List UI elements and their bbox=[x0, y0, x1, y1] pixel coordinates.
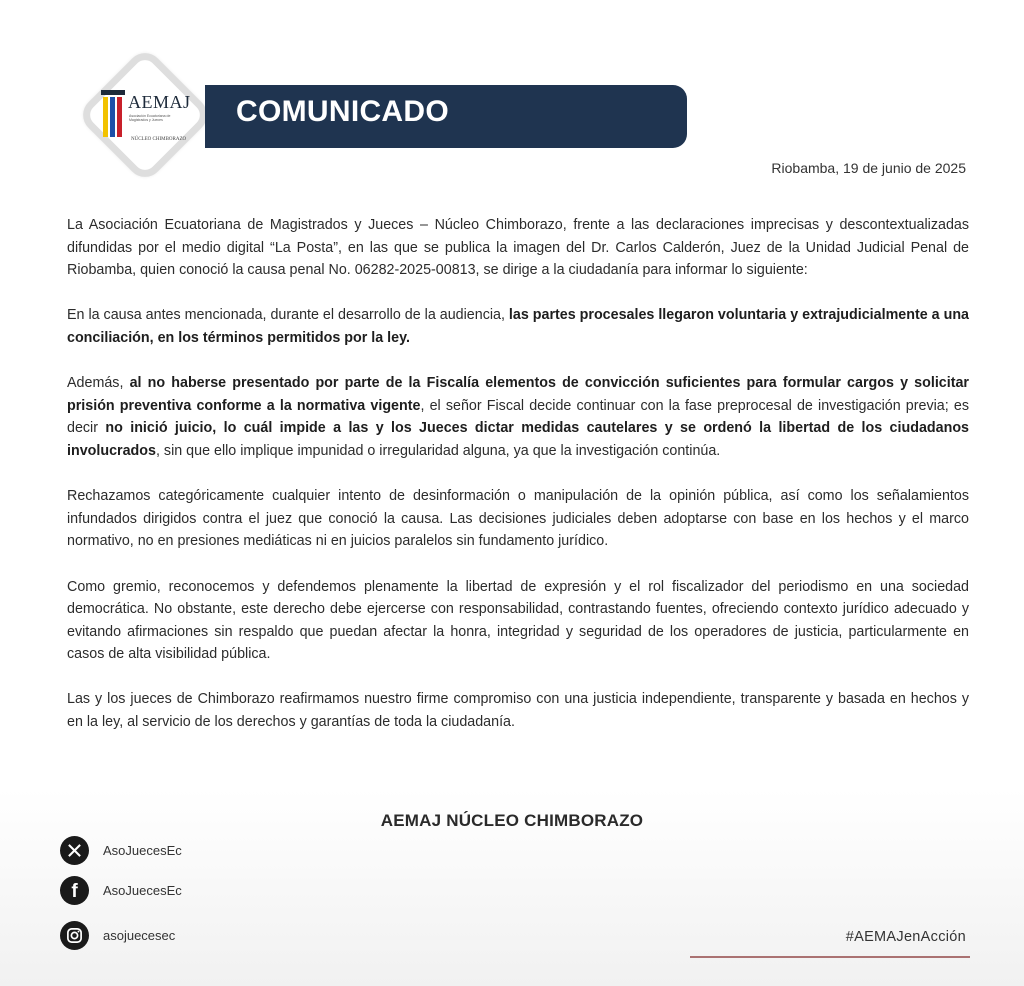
paragraph-intro: La Asociación Ecuatoriana de Magistrados y Jueces – Núcleo Chimborazo, frente a las declaraciones imprecisas y descontextualizadas difundidas por el medio digital “La Posta”, en las que se publica la imagen del Dr. Carlos Calderón, Juez de la Unidad Judicial Penal de Riobamba, quien conoció la causa penal No. 06282-2025-00813, se dirige a la ciudadanía para informar lo siguiente: bbox=[67, 217, 969, 279]
paragraph-bold-text: no inició juicio, lo cuál impide a las y los Jueces dictar medidas cautelares y se ordenó la libertad de los ciudadanos involucrados bbox=[67, 420, 969, 459]
social-handle: AsoJuecesEc bbox=[103, 883, 182, 898]
instagram-icon bbox=[60, 921, 89, 950]
social-handle: AsoJuecesEc bbox=[103, 843, 182, 858]
paragraph-rejection: Rechazamos categóricamente cualquier intento de desinformación o manipulación de la opinión pública, así como los señalamientos infundados dirigidos contra el juez que conoció la causa. Las decisiones judiciales deben adoptarse con base en los hechos y el marco normativo, no en presiones mediáticas ni en juicios paralelos sin fundamento jurídico. bbox=[67, 488, 969, 550]
communique-body bbox=[67, 214, 969, 756]
paragraph-fiscalia bbox=[67, 372, 969, 462]
facebook-icon: f bbox=[60, 876, 89, 905]
logo-subtitle: Asociación Ecuatoriana de Magistrados y Jueces bbox=[129, 114, 171, 122]
social-x[interactable] bbox=[60, 836, 182, 865]
paragraph-text: En la causa antes mencionada, durante el desarrollo de la audiencia, bbox=[67, 307, 509, 324]
page-title: COMUNICADO bbox=[236, 95, 449, 128]
paragraph-text: , sin que ello implique impunidad o irregularidad alguna, ya que la investigación continúa. bbox=[155, 442, 721, 459]
signature: AEMAJ NÚCLEO CHIMBORAZO bbox=[380, 811, 644, 830]
logo-nucleo: NÚCLEO CHIMBORAZO bbox=[131, 137, 187, 142]
paragraph-bold-text: las partes procesales llegaron voluntaria y extrajudicialmente a una conciliación, en los términos permitidos por la ley. bbox=[67, 307, 969, 346]
paragraph-conciliation bbox=[67, 304, 969, 349]
hashtag-underline bbox=[690, 956, 970, 958]
paragraph-text: Además, bbox=[67, 375, 130, 392]
hashtag: #AEMAJenAcción bbox=[845, 929, 966, 945]
paragraph-press-freedom: Como gremio, reconocemos y defendemos plenamente la libertad de expresión y el rol fiscalizador del periodismo en una sociedad democrática. No obstante, este derecho debe ejercerse con responsabilidad, contrastando fuentes, ofreciendo contexto jurídico adecuado y evitando afirmaciones sin respaldo que puedan afectar la honra, integridad y seguridad de los operadores de justicia, particularmente en casos de alta visibilidad pública. bbox=[67, 578, 969, 663]
social-instagram[interactable] bbox=[60, 921, 175, 950]
date-line: Riobamba, 19 de junio de 2025 bbox=[771, 160, 966, 176]
paragraph-commitment: Las y los jueces de Chimborazo reafirmamos nuestro firme compromiso con una justicia independiente, transparente y basada en hechos y en la ley, al servicio de los derechos y garantías de toda la ciudadanía. bbox=[67, 691, 969, 731]
social-handle: asojuecesec bbox=[103, 928, 176, 943]
paragraph-bold-text: al no haberse presentado por parte de la Fiscalía elementos de convicción suficientes para formular cargos y solicitar prisión preventiva conforme a la normativa vigente bbox=[67, 375, 969, 414]
logo-text: AEMAJ bbox=[128, 92, 191, 112]
logo-pillar-icon bbox=[99, 88, 129, 140]
x-icon bbox=[60, 836, 89, 865]
social-facebook[interactable] bbox=[60, 876, 182, 905]
paragraph-text: , el señor Fiscal decide continuar con la fase preprocesal de investigación previa; es decir bbox=[67, 397, 969, 437]
